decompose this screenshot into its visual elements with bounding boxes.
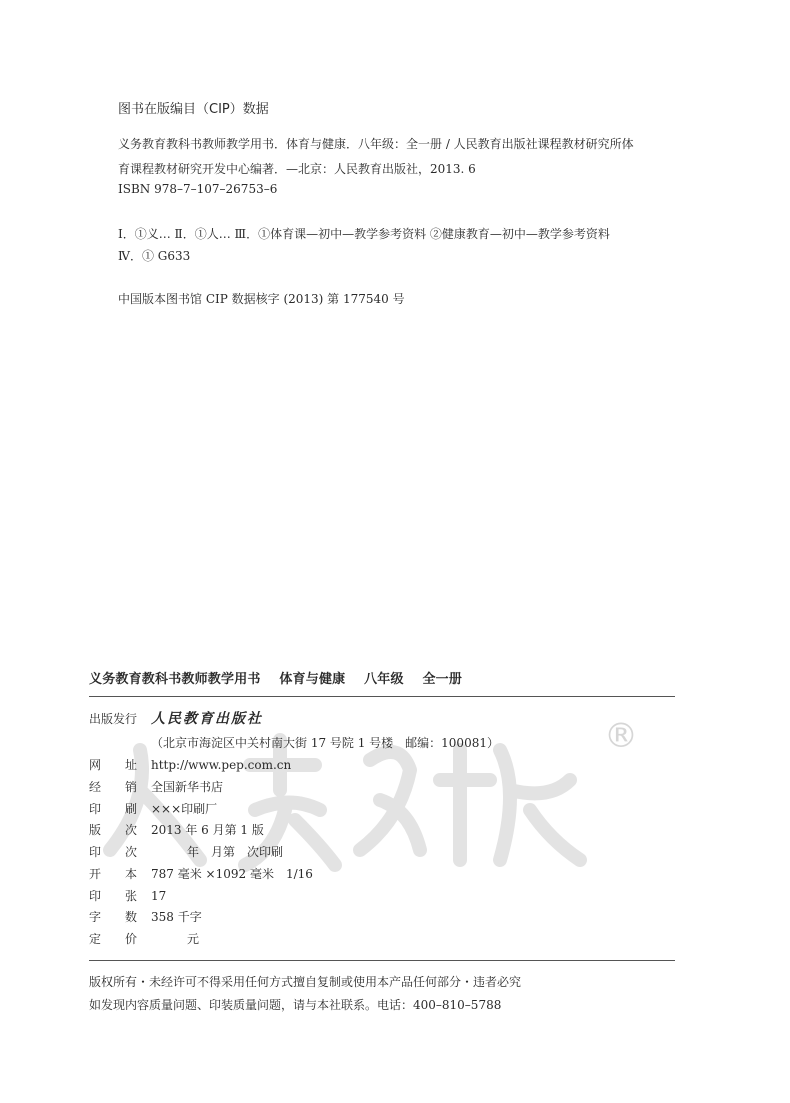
row-label: 经 销: [89, 780, 138, 794]
colophon-row-publisher: [89, 709, 263, 729]
colophon-row-price: [89, 929, 199, 949]
row-value: 年 月第 次印刷: [151, 845, 284, 859]
row-label: 网 址: [89, 758, 138, 772]
colophon-row-sheets: [89, 886, 166, 906]
cip-subject-line-1: Ⅰ．①义… Ⅱ．①人… Ⅲ．①体育课—初中—教学参考资料 ②健康教育—初中—教学参考资料: [118, 227, 610, 241]
colophon-row-wordcount: [89, 907, 202, 927]
row-label: 字 数: [89, 910, 138, 924]
row-value: 全国新华书店: [151, 780, 224, 794]
row-value: ×××印刷厂: [151, 802, 218, 816]
address-value: （北京市海淀区中关村南大街 17 号院 1 号楼 邮编：100081）: [151, 736, 499, 750]
row-value: 358 千字: [151, 910, 202, 924]
cip-isbn: ISBN 978–7–107–26753–6: [118, 182, 278, 196]
row-label: 印 刷: [89, 802, 138, 816]
colophon-row-address: [89, 733, 499, 753]
copyright-notice: 版权所有・未经许可不得采用任何方式擅自复制或使用本产品任何部分・违者必究: [89, 975, 522, 989]
row-value: 787 毫米 ×1092 毫米 1/16: [151, 867, 313, 881]
cip-registration: 中国版本图书馆 CIP 数据核字 (2013) 第 177540 号: [118, 292, 405, 306]
row-label: 出版发行: [89, 712, 138, 726]
series-title-part: 义务教育教科书教师教学用书: [89, 672, 261, 687]
website-link[interactable]: http://www.pep.com.cn: [151, 758, 292, 772]
colophon-row-edition: [89, 820, 264, 840]
row-label: 定 价: [89, 932, 138, 946]
colophon-row-printing: [89, 842, 283, 862]
top-divider: [89, 696, 675, 697]
colophon-row-website: [89, 755, 291, 775]
colophon-row-printer: [89, 799, 217, 819]
row-value: 2013 年 6 月第 1 版: [151, 823, 264, 837]
row-label: 印 次: [89, 845, 138, 859]
series-title-part: 全一册: [422, 672, 463, 687]
cip-title-line-1: 义务教育教科书教师教学用书．体育与健康．八年级：全一册 / 人民教育出版社课程教材研究所体: [118, 137, 634, 151]
row-label: 版 次: [89, 823, 138, 837]
series-title-part: 八年级: [364, 672, 404, 687]
colophon-row-distributor: [89, 777, 223, 797]
row-label: 开 本: [89, 867, 138, 881]
colophon-row-format: [89, 864, 313, 884]
series-title-part: 体育与健康: [279, 672, 346, 687]
row-value: 17: [151, 889, 167, 903]
bottom-divider: [89, 960, 675, 961]
registered-mark: ®: [604, 716, 638, 756]
cip-heading: 图书在版编目（CIP）数据: [118, 102, 269, 117]
row-value: 元: [151, 932, 200, 946]
contact-notice: 如发现内容质量问题、印装质量问题，请与本社联系。电话：400–810–5788: [89, 998, 502, 1012]
series-title: [89, 668, 476, 687]
cip-subject-line-2: Ⅳ．① G633: [118, 249, 191, 263]
publisher-logo-text: 人民教育出版社: [151, 711, 263, 727]
row-label: 印 张: [89, 889, 138, 903]
cip-title-line-2: 育课程教材研究开发中心编著．—北京：人民教育出版社，2013. 6: [118, 162, 476, 176]
